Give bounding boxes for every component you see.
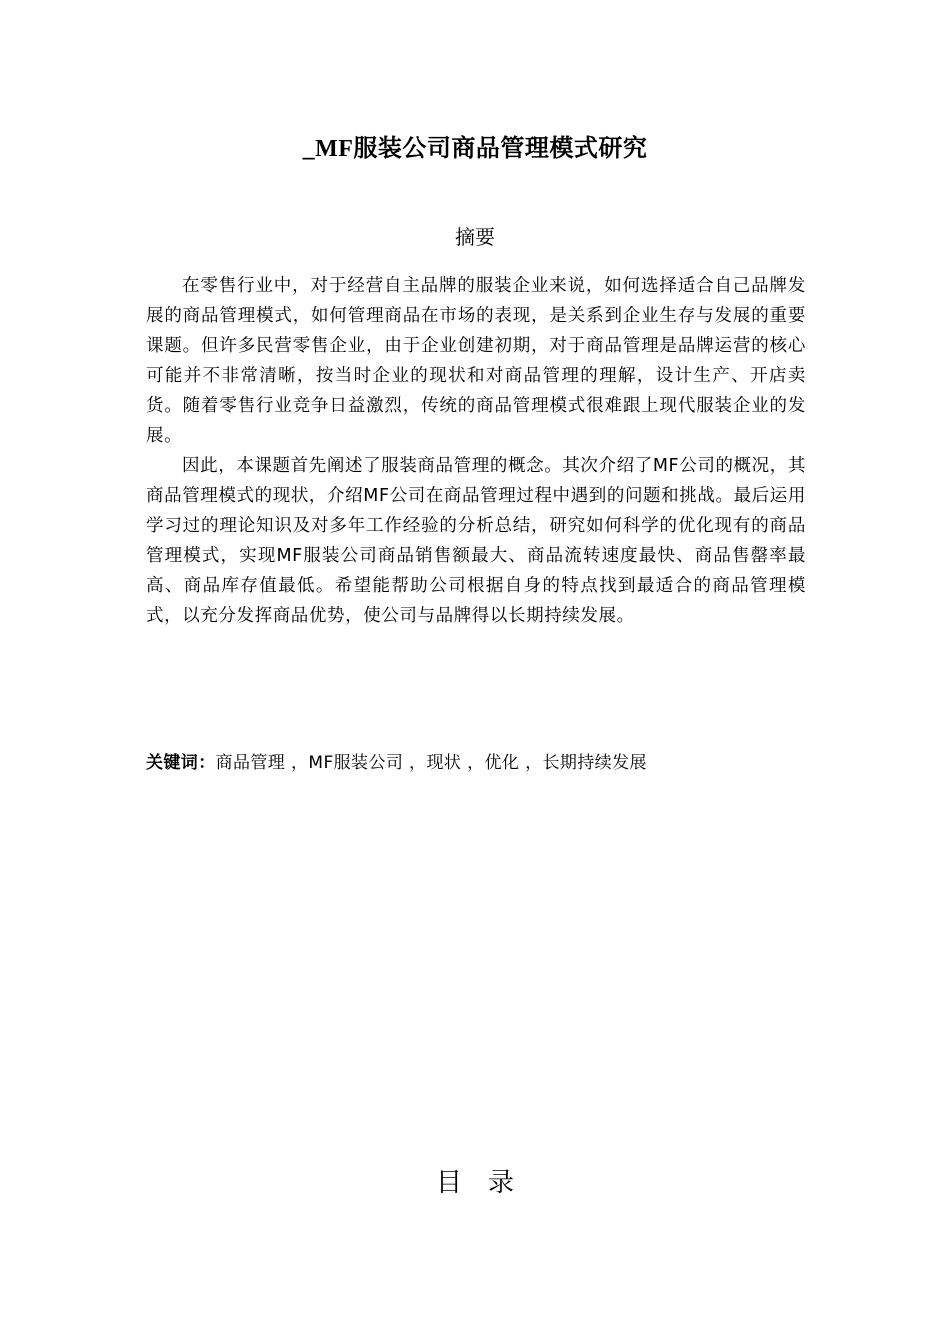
keywords-text: 商品管理 ，MF服装公司 ，现状 ，优化 ，长期持续发展 — [215, 753, 647, 773]
toc-heading: 目录 — [435, 1168, 540, 1198]
abstract-body — [146, 271, 806, 631]
document-title: _MF服装公司商品管理模式研究 — [302, 136, 648, 162]
keywords-line — [146, 748, 806, 778]
keywords-label: 关键词： — [146, 753, 216, 773]
abstract-paragraph-1: 在零售行业中，对于经营自主品牌的服装企业来说，如何选择适合自己品牌发展的商品管理模式，如何管理商品在市场的表现，是关系到企业生存与发展的重要课题。但许多民营零售企业，由于企业创建初期，对于商品管理是品牌运营的核心可能并不非常清晰，按当时企业的现状和对商品管理的理解，设计生产、开店卖货。随着零售行业竞争日益激烈，传统的商品管理模式很难跟上现代服装企业的发展。 — [146, 276, 806, 446]
abstract-paragraph-2: 因此，本课题首先阐述了服装商品管理的概念。其次介绍了MF公司的概况，其商品管理模式的现状，介绍MF公司在商品管理过程中遇到的问题和挑战。最后运用学习过的理论知识及对多年工作经验的分析总结，研究如何科学的优化现有的商品管理模式，实现MF服装公司商品销售额最大、商品流转速度最快、商品售罄率最高、商品库存值最低。希望能帮助公司根据自身的特点找到最适合的商品管理模式，以充分发挥商品优势，使公司与品牌得以长期持续发展。 — [146, 456, 806, 626]
abstract-heading: 摘要 — [455, 225, 495, 249]
